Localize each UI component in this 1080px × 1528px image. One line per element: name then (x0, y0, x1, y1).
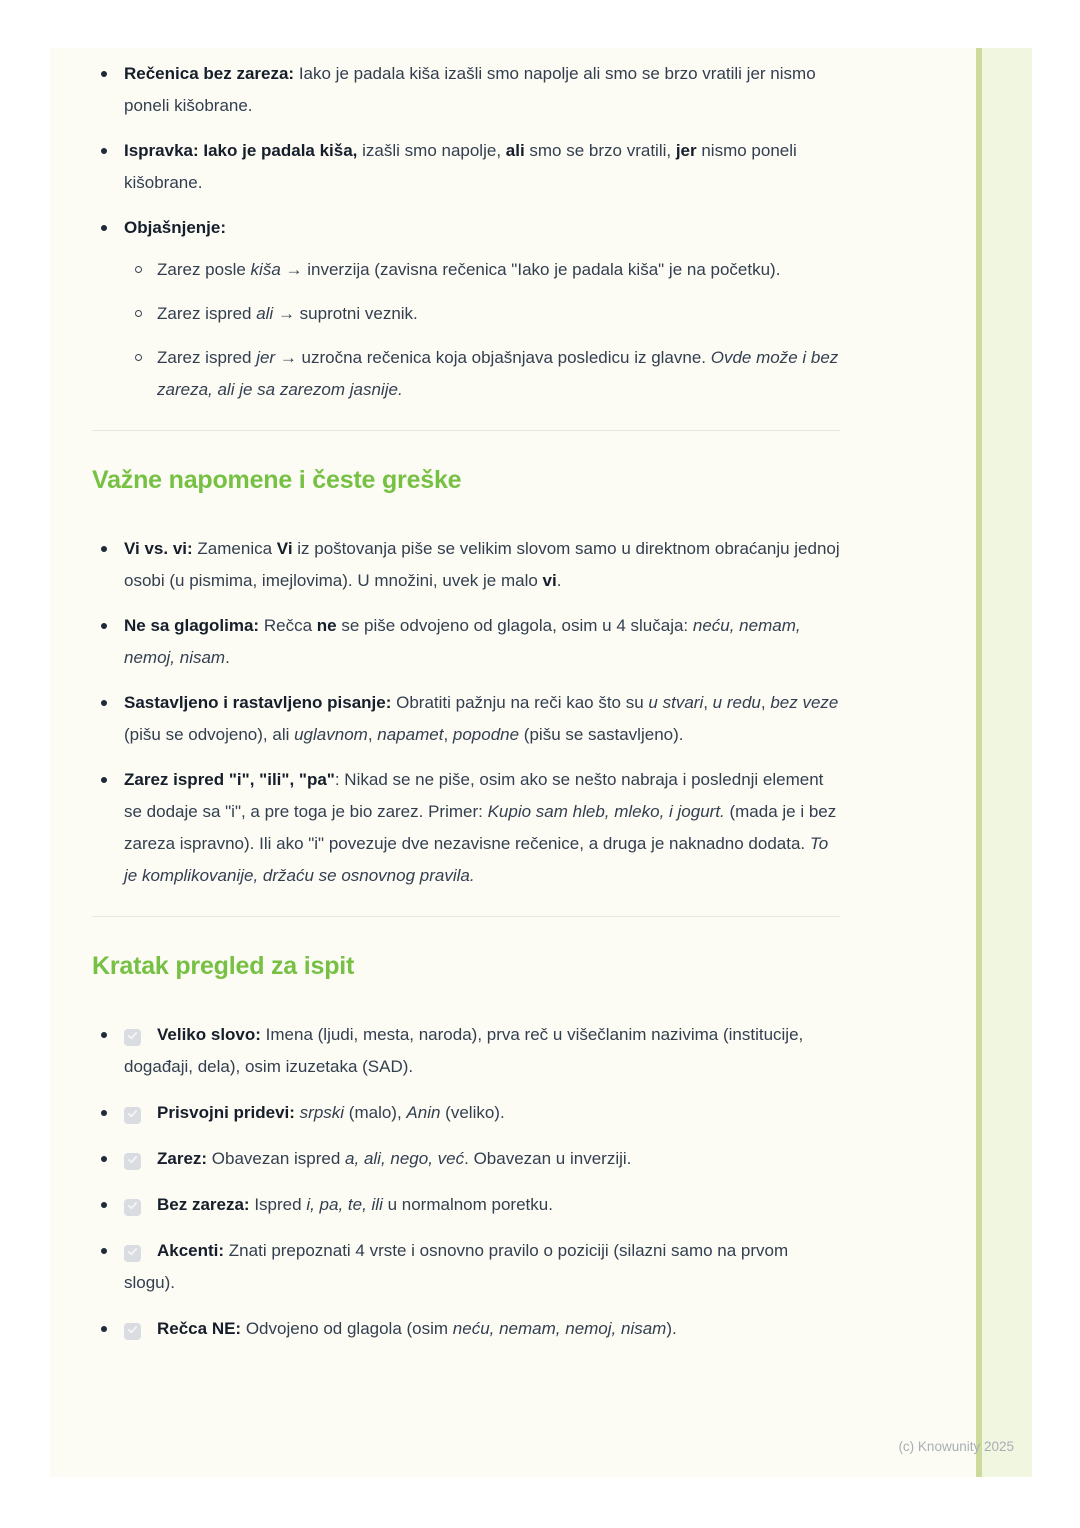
section-divider (92, 916, 840, 917)
list-item: Ispravka: Iako je padala kiša, izašli smo napolje, ali smo se brzo vratili, jer nismo poneli kišobrane. (92, 135, 840, 199)
checkmark-icon (127, 1246, 138, 1257)
checklist-item-text: Bez zareza: Ispred i, pa, te, ili u normalnom poretku. (157, 1195, 553, 1214)
checkbox-checked[interactable] (124, 1245, 141, 1262)
section-heading-vazne-napomene: Važne napomene i česte greške (92, 466, 462, 494)
checklist-item (92, 1143, 840, 1175)
checkbox-checked[interactable] (124, 1323, 141, 1340)
watermark-copyright: (c) Knowunity 2025 (898, 1439, 1014, 1454)
checklist-item-text: Veliko slovo: Imena (ljudi, mesta, naroda), prva reč u višečlanim nazivima (institucije, događaji, dela), osim izuzetaka (SAD). (124, 1025, 804, 1076)
document-content (92, 58, 840, 1345)
page-margin-strip (976, 48, 1032, 1477)
notes-list (92, 533, 840, 892)
list-item: Vi vs. vi: Zamenica Vi iz poštovanja piše se velikim slovom samo u direktnom obraćanju jednoj osobi (u pismima, imejlovima). U množini, uvek je malo vi. (92, 533, 840, 597)
checkbox-checked[interactable] (124, 1199, 141, 1216)
section-divider (92, 430, 840, 431)
checklist-item (92, 1019, 840, 1083)
checkbox-checked[interactable] (124, 1153, 141, 1170)
checkmark-icon (127, 1154, 138, 1165)
list-item: Ne sa glagolima: Rečca ne se piše odvojeno od glagola, osim u 4 slučaja: neću, nemam, nemoj, nisam. (92, 610, 840, 674)
checkbox-checked[interactable] (124, 1107, 141, 1124)
checklist-item (92, 1097, 840, 1129)
checkmark-icon (127, 1108, 138, 1119)
comma-example-list (92, 58, 840, 406)
document-page (50, 48, 1032, 1477)
exam-checklist (92, 1019, 840, 1345)
checklist-item-text: Zarez: Obavezan ispred a, ali, nego, već. Obavezan u inverziji. (157, 1149, 632, 1168)
checkbox-checked[interactable] (124, 1029, 141, 1046)
checkmark-icon (127, 1030, 138, 1041)
list-item (92, 212, 840, 406)
checklist-item-text: Prisvojni pridevi: srpski (malo), Anin (veliko). (157, 1103, 505, 1122)
sub-list-item: Zarez posle kiša → inverzija (zavisna rečenica "Iako je padala kiša" je na početku). (124, 254, 840, 286)
sub-list-item: Zarez ispred ali → suprotni veznik. (124, 298, 840, 330)
checklist-item-text: Rečca NE: Odvojeno od glagola (osim neću, nemam, nemoj, nisam). (157, 1319, 677, 1338)
section-heading-kratak-pregled: Kratak pregled za ispit (92, 952, 355, 980)
checkmark-icon (127, 1324, 138, 1335)
checklist-item (92, 1313, 840, 1345)
checkmark-icon (127, 1200, 138, 1211)
list-item-label: Objašnjenje: (124, 218, 227, 237)
list-item: Zarez ispred "i", "ili", "pa": Nikad se ne piše, osim ako se nešto nabraja i poslednji element se dodaje sa "i", a pre toga je bio zarez. Primer: Kupio sam hleb, mleko, i jogurt. (mada je i bez zareza ispravno). Ili ako "i" povezuje dve nezavisne rečenice, a druga je naknadno dodata. To je komplikovanije, držaću se osnovnog pravila. (92, 764, 840, 892)
list-item: Rečenica bez zareza: Iako je padala kiša izašli smo napolje ali smo se brzo vratili jer nismo poneli kišobrane. (92, 58, 840, 122)
checklist-item (92, 1189, 840, 1221)
sub-list-item: Zarez ispred jer → uzročna rečenica koja objašnjava posledicu iz glavne. Ovde može i bez zareza, ali je sa zarezom jasnije. (124, 342, 840, 406)
list-item: Sastavljeno i rastavljeno pisanje: Obratiti pažnju na reči kao što su u stvari, u redu, bez veze (pišu se odvojeno), ali uglavnom, napamet, popodne (pišu se sastavljeno). (92, 687, 840, 751)
checklist-item-text: Akcenti: Znati prepoznati 4 vrste i osnovno pravilo o poziciji (silazni samo na prvom slogu). (124, 1241, 789, 1292)
checklist-item (92, 1235, 840, 1299)
explanation-sub-list (124, 254, 840, 406)
